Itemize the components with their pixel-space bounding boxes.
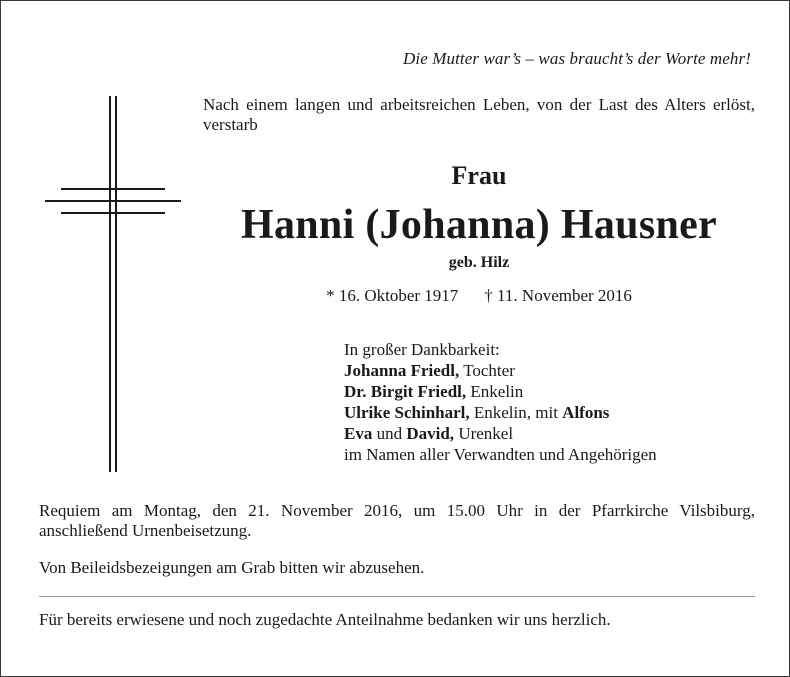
motto: Die Mutter war’s – was braucht’s der Worte mehr! <box>403 49 751 68</box>
mourner-line <box>344 444 657 465</box>
mourner-line <box>344 381 657 402</box>
mourner-relation: und <box>372 424 407 443</box>
mourner-relation: Tochter <box>459 361 515 380</box>
mourner-line <box>344 402 657 423</box>
divider <box>39 596 755 597</box>
mourner-line <box>344 360 657 381</box>
thanks-text: Für bereits erwiesene und noch zugedachte Anteilnahme bedanken wir uns herzlich. <box>39 610 611 629</box>
mourner-name: Ulrike Schinharl, <box>344 403 470 422</box>
mourner-list <box>344 360 657 465</box>
requiem-text: Requiem am Montag, den 21. November 2016, um 15.00 Uhr in der Pfarrkirche Vilsbiburg, anschließend Urnenbeisetzung. <box>39 501 755 540</box>
mourner-relation: im Namen aller Verwandten und Angehörigen <box>344 445 657 464</box>
mourner-relation: Enkelin <box>466 382 524 401</box>
death-date: † 11. November 2016 <box>484 286 632 305</box>
mourner-name: Alfons <box>562 403 610 422</box>
salutation: Frau <box>451 161 507 190</box>
mourner-name: Dr. Birgit Friedl, <box>344 382 467 401</box>
cross-icon <box>45 96 181 472</box>
mourner-name: Johanna Friedl, <box>344 361 460 380</box>
mourner-relation: Urenkel <box>454 424 514 443</box>
maiden-name: geb. Hilz <box>448 254 510 271</box>
intro-text: Nach einem langen und arbeitsreichen Leben, von der Last des Alters erlöst, verstarb <box>203 95 755 134</box>
deceased-name: Hanni (Johanna) Hausner <box>240 202 718 248</box>
mourner-line <box>344 423 657 444</box>
mourner-name: David, <box>406 424 455 443</box>
life-dates <box>203 286 755 306</box>
mourner-name: Eva <box>344 424 373 443</box>
mourners-block <box>344 339 657 465</box>
mourner-relation: Enkelin, mit <box>469 403 563 422</box>
condolence-text: Von Beileidsbezeigungen am Grab bitten wir abzusehen. <box>39 558 425 577</box>
birth-date: * 16. Oktober 1917 <box>326 286 459 305</box>
mourners-heading: In großer Dankbarkeit: <box>344 340 500 359</box>
